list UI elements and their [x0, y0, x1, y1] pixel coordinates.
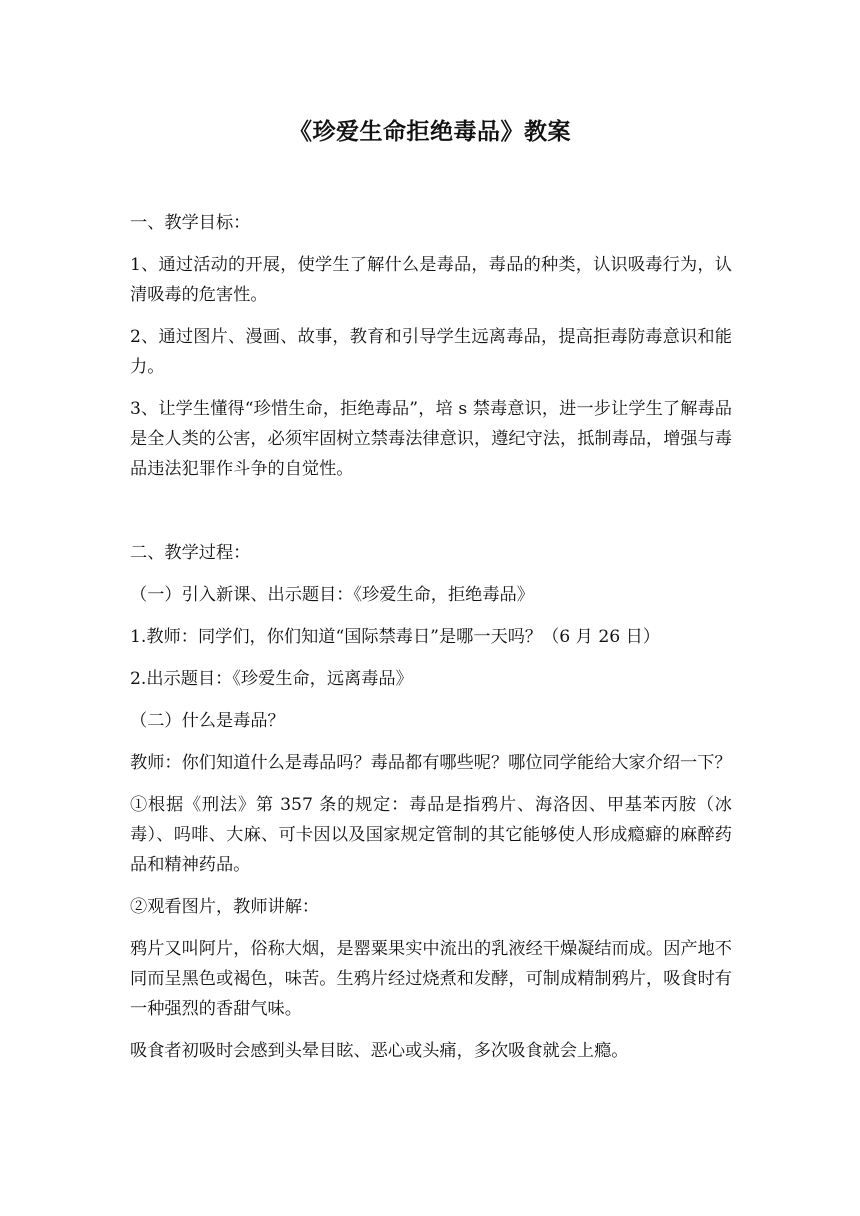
process-paragraph-7: ②观看图片，教师讲解： [130, 897, 320, 917]
section-heading-process: 二、教学过程： [130, 543, 251, 563]
process-paragraph-5: 教师：你们知道什么是毒品吗？毒品都有哪些呢？哪位同学能给大家介绍一下？ [130, 753, 732, 773]
document-body [130, 208, 732, 1078]
process-paragraph-3: 2.出示题目：《珍爱生命，远离毒品》 [130, 669, 413, 689]
document-title: 《珍爱生命拒绝毒品》教案 [289, 118, 571, 145]
objective-paragraph-2: 2、通过图片、漫画、故事，教育和引导学生远离毒品，提高拒毒防毒意识和能力。 [130, 327, 732, 377]
objective-paragraph-3: 3、让学生懂得“珍惜生命，拒绝毒品”，培 s 禁毒意识，进一步让学生了解毒品是全人类的公害，必须牢固树立禁毒法律意识，遵纪守法，抵制毒品，增强与毒品违法犯罪作斗争的自觉性。 [130, 399, 732, 479]
process-paragraph-8: 鸦片又叫阿片，俗称大烟，是罂粟果实中流出的乳液经干燥凝结而成。因产地不同而呈黑色或褐色，味苦。生鸦片经过烧煮和发酵，可制成精制鸦片，吸食时有一种强烈的香甜气味。 [130, 939, 732, 1019]
process-paragraph-4: （二）什么是毒品？ [130, 711, 285, 731]
objective-paragraph-1: 1、通过活动的开展，使学生了解什么是毒品，毒品的种类，认识吸毒行为，认清吸毒的危害性。 [130, 255, 732, 305]
process-paragraph-2: 1.教师：同学们，你们知道“国际禁毒日”是哪一天吗？（6 月 26 日） [130, 627, 661, 647]
process-paragraph-9: 吸食者初吸时会感到头晕目眩、恶心或头痛，多次吸食就会上瘾。 [130, 1041, 629, 1061]
section-heading-objectives: 一、教学目标： [130, 213, 251, 233]
section-spacer [130, 496, 732, 538]
process-paragraph-1: （一）引入新课、出示题目：《珍爱生命，拒绝毒品》 [130, 585, 534, 605]
process-paragraph-6: ①根据《刑法》第 357 条的规定：毒品是指鸦片、海洛因、甲基苯丙胺（冰毒）、吗啡、大麻、可卡因以及国家规定管制的其它能够使人形成瘾癖的麻醉药品和精神药品。 [130, 795, 732, 875]
